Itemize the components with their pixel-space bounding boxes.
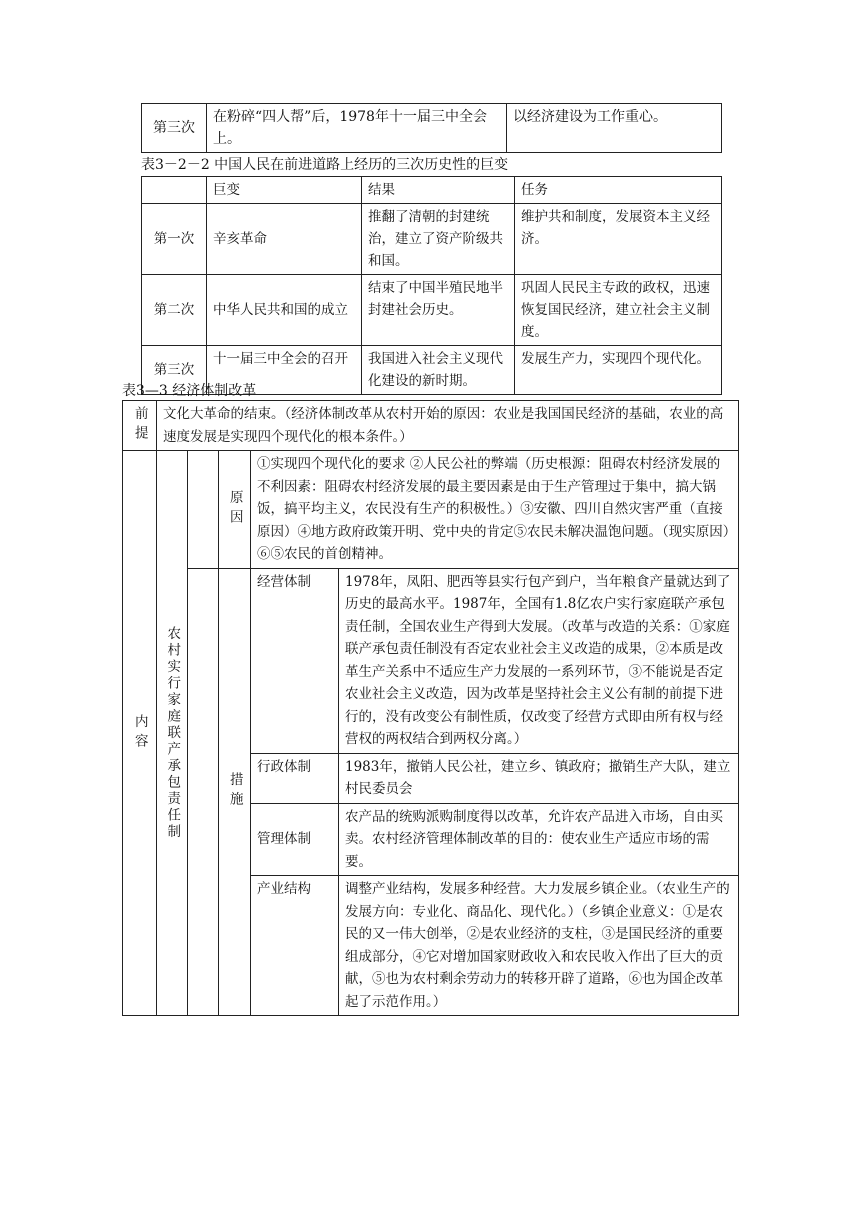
header-cell: 巨变	[207, 177, 362, 204]
premise-text: 文化大革命的结束。（经济体制改革从农村开始的原因：农业是我国国民经济的基础，农业的高速度发展是实现四个现代化的根本条件。）	[157, 401, 739, 451]
reason-text: ①实现四个现代化的要求 ②人民公社的弊端（历史根源：阻碍农村经济发展的不利因素：阻碍农村经济发展的最主要因素是由于生产管理过于集中，搞大锅饭，搞平均主义，农民没有生产的积极性。）③安徽、四川自然灾害严重（直接原因）④地方政府政策开明、党中央的肯定⑤农民未解决温饱问题。（现实原因）⑥⑤农民的首创精神。	[251, 451, 739, 569]
table-cell: 巩固人民民主专政的政权，迅速恢复国民经济，建立社会主义制度。	[515, 275, 722, 346]
table-2-caption: 表3－2－2 中国人民在前进道路上经历的三次历史性的巨变	[141, 157, 509, 173]
measures-label: 措施	[219, 568, 251, 1016]
content-label: 内容	[123, 451, 157, 1016]
measures-spacer	[188, 568, 219, 1016]
row-label: 第二次	[142, 275, 207, 346]
table-row	[142, 204, 722, 275]
table-row	[142, 104, 722, 153]
table-cell: 我国进入社会主义现代化建设的新时期。	[362, 346, 515, 395]
table-2-three-changes	[141, 176, 722, 395]
table-cell: 辛亥革命	[207, 204, 362, 275]
table-row	[142, 275, 722, 346]
row-label: 第三次	[142, 104, 207, 153]
table-cell: 以经济建设为工作重心。	[507, 104, 722, 153]
measure-name: 经营体制	[251, 568, 339, 753]
header-cell: 结果	[362, 177, 515, 204]
table-row-reason	[123, 451, 739, 569]
measure-text: 农产品的统购派购制度得以改革，允许农产品进入市场，自由买卖。农村经济管理体制改革的目的：使农业生产适应市场的需要。	[339, 803, 739, 876]
table-cell: 结束了中国半殖民地半封建社会历史。	[362, 275, 515, 346]
measure-text: 1983年，撤销人民公社，建立乡、镇政府；撤销生产大队，建立村民委员会	[339, 753, 739, 803]
table-cell: 十一届三中全会的召开	[207, 346, 362, 395]
table-1-continuation	[141, 103, 722, 153]
row-label: 第三次	[142, 346, 207, 395]
table-cell: 中华人民共和国的成立	[207, 275, 362, 346]
system-label: 农村实行家庭联产承包责任制	[157, 451, 188, 1016]
table-3-economic-reform	[122, 400, 739, 1016]
reason-label: 原因	[219, 451, 251, 569]
measure-text: 调整产业结构，发展多种经营。大力发展乡镇企业。（农业生产的发展方向：专业化、商品化、现代化。）（乡镇企业意义：①是农民的又一伟大创举，②是农业经济的支柱，③是国民经济的重要组成部分，④它对增加国家财政收入和农民收入作出了巨大的贡献，⑤也为农村剩余劳动力的转移开辟了道路，⑥也为国企改革起了示范作用。）	[339, 876, 739, 1016]
measure-name: 行政体制	[251, 753, 339, 803]
table-row-measure	[123, 568, 739, 753]
table-3-caption: 表3—3 经济体制改革	[122, 383, 257, 399]
reason-spacer	[188, 451, 219, 569]
measure-name: 产业结构	[251, 876, 339, 1016]
table-cell: 维护共和制度，发展资本主义经济。	[515, 204, 722, 275]
table-row-premise	[123, 401, 739, 451]
table-cell: 推翻了清朝的封建统治，建立了资产阶级共和国。	[362, 204, 515, 275]
measure-name: 管理体制	[251, 803, 339, 876]
measure-text: 1978年，凤阳、肥西等县实行包产到户，当年粮食产量就达到了历史的最高水平。1987年，全国有1.8亿农户实行家庭联产承包责任制，全国农业生产得到大发展。（改革与改造的关系：①家庭联产承包责任制没有否定农业社会主义改造的成果，②本质是改革生产关系中不适应生产力发展的一系列环节，③不能说是否定农业社会主义改造，因为改革是坚持社会主义公有制的前提下进行的，没有改变公有制性质，仅改变了经营方式即由所有权与经营权的两权结合到两权分离。）	[339, 568, 739, 753]
table-header-row	[142, 177, 722, 204]
header-cell: 任务	[515, 177, 722, 204]
table-cell: 在粉碎“四人帮”后，1978年十一届三中全会上。	[207, 104, 507, 153]
premise-label: 前提	[123, 401, 157, 451]
table-cell: 发展生产力，实现四个现代化。	[515, 346, 722, 395]
header-cell	[142, 177, 207, 204]
row-label: 第一次	[142, 204, 207, 275]
